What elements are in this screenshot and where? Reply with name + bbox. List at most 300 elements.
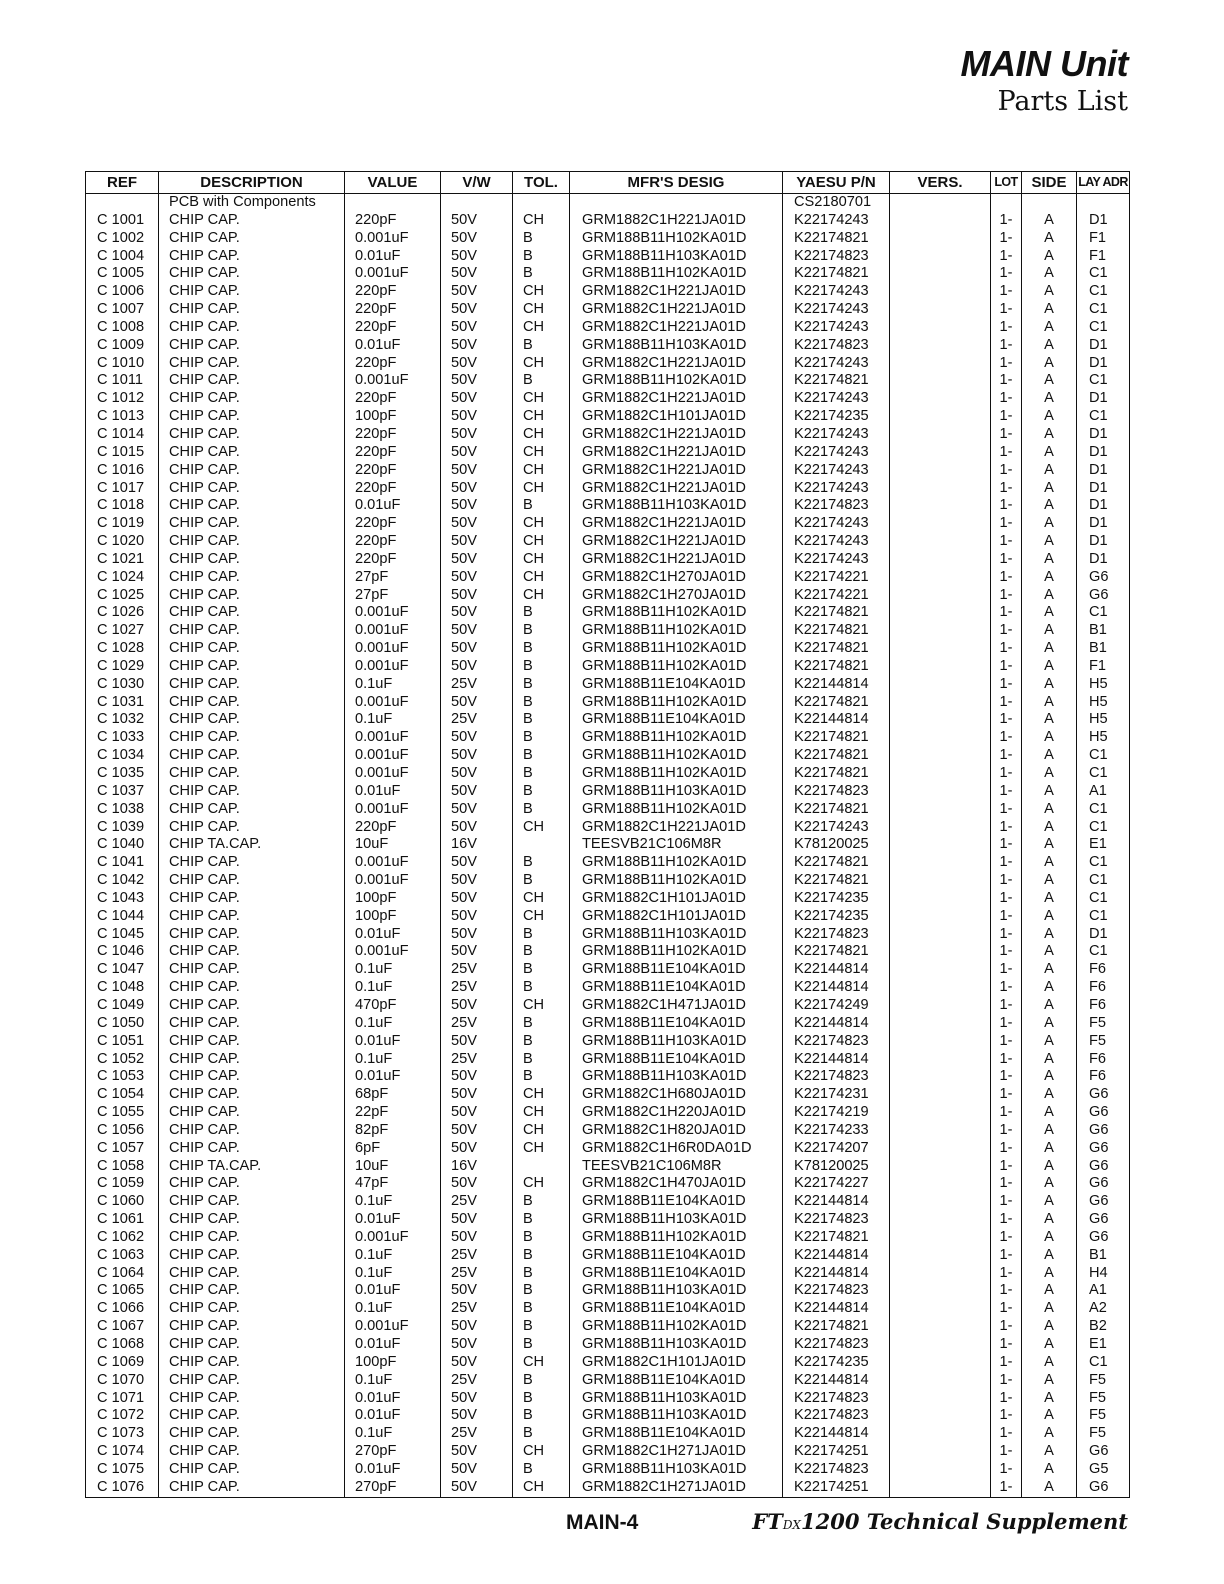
cell-lay-adr: D1: [1077, 497, 1130, 515]
cell-lot: 1-: [991, 1479, 1022, 1497]
cell-description: CHIP CAP.: [159, 747, 345, 765]
cell-ref: C 1052: [86, 1051, 159, 1069]
cell-side: A: [1022, 1282, 1077, 1300]
cell-side: A: [1022, 1443, 1077, 1461]
cell-lot: 1-: [991, 783, 1022, 801]
cell-vers: [890, 1229, 991, 1247]
cell-value: 0.1uF: [345, 1247, 441, 1265]
cell-side: A: [1022, 926, 1077, 944]
table-row: [86, 372, 1130, 390]
cell-tol: B: [513, 694, 570, 712]
cell-value: 0.1uF: [345, 1300, 441, 1318]
cell-value: 220pF: [345, 533, 441, 551]
cell-lay-adr: G6: [1077, 1086, 1130, 1104]
cell-value: 220pF: [345, 212, 441, 230]
cell-side: A: [1022, 1372, 1077, 1390]
cell-vw: 50V: [441, 943, 513, 961]
cell-side: A: [1022, 390, 1077, 408]
cell-mfr-desig: GRM188B11E104KA01D: [570, 1247, 783, 1265]
cell-vw: 25V: [441, 979, 513, 997]
cell-yaesu-pn: K22174823: [783, 1068, 890, 1086]
cell-description: CHIP CAP.: [159, 729, 345, 747]
cell-mfr-desig: GRM188B11H102KA01D: [570, 747, 783, 765]
cell-lot: 1-: [991, 926, 1022, 944]
cell-lay-adr: A1: [1077, 783, 1130, 801]
cell-value: 270pF: [345, 1479, 441, 1497]
cell-yaesu-pn: K22174823: [783, 1336, 890, 1354]
cell-lay-adr: F5: [1077, 1015, 1130, 1033]
cell-description: CHIP CAP.: [159, 355, 345, 373]
cell-ref: C 1063: [86, 1247, 159, 1265]
cell-vw: 50V: [441, 1211, 513, 1229]
cell-tol: B: [513, 872, 570, 890]
cell-side: A: [1022, 979, 1077, 997]
cell-lot: 1-: [991, 355, 1022, 373]
cell-yaesu-pn: K22174251: [783, 1479, 890, 1497]
cell-lot: 1-: [991, 390, 1022, 408]
cell-yaesu-pn: K22174243: [783, 355, 890, 373]
cell-vers: [890, 301, 991, 319]
cell-yaesu-pn: K22174821: [783, 872, 890, 890]
cell-description: CHIP CAP.: [159, 1354, 345, 1372]
cell-lay-adr: D1: [1077, 515, 1130, 533]
cell-lay-adr: C1: [1077, 801, 1130, 819]
cell-mfr-desig: GRM1882C1H221JA01D: [570, 462, 783, 480]
cell-mfr-desig: GRM188B11H102KA01D: [570, 1229, 783, 1247]
cell-yaesu-pn: K78120025: [783, 836, 890, 854]
cell-tol: B: [513, 1318, 570, 1336]
cell-lot: 1-: [991, 890, 1022, 908]
cell-ref: C 1045: [86, 926, 159, 944]
cell-tol: CH: [513, 890, 570, 908]
cell-yaesu-pn: K22174219: [783, 1104, 890, 1122]
cell-lay-adr: C1: [1077, 943, 1130, 961]
cell-tol: CH: [513, 319, 570, 337]
cell-yaesu-pn: K22174821: [783, 604, 890, 622]
cell-lot: 1-: [991, 694, 1022, 712]
cell-mfr-desig: GRM1882C1H820JA01D: [570, 1122, 783, 1140]
cell-yaesu-pn: K22174821: [783, 372, 890, 390]
cell-ref: C 1053: [86, 1068, 159, 1086]
cell-value: 10uF: [345, 1158, 441, 1176]
cell-lot: 1-: [991, 711, 1022, 729]
cell-mfr-desig: GRM1882C1H220JA01D: [570, 1104, 783, 1122]
cell-lot: 1-: [991, 1247, 1022, 1265]
cell-lot: 1-: [991, 551, 1022, 569]
cell-mfr-desig: GRM1882C1H221JA01D: [570, 533, 783, 551]
cell-ref: C 1021: [86, 551, 159, 569]
cell-vers: [890, 1140, 991, 1158]
table-row: [86, 1372, 1130, 1390]
cell-ref: C 1016: [86, 462, 159, 480]
cell-ref: C 1057: [86, 1140, 159, 1158]
cell-vers: [890, 533, 991, 551]
cell-lay-adr: G6: [1077, 1122, 1130, 1140]
cell-side: A: [1022, 961, 1077, 979]
cell-mfr-desig: GRM1882C1H221JA01D: [570, 355, 783, 373]
cell-side: A: [1022, 283, 1077, 301]
cell-yaesu-pn: CS2180701: [783, 194, 890, 212]
cell-vw: 25V: [441, 1300, 513, 1318]
cell-description: CHIP CAP.: [159, 569, 345, 587]
cell-lot: 1-: [991, 283, 1022, 301]
cell-vw: 50V: [441, 622, 513, 640]
cell-value: 6pF: [345, 1140, 441, 1158]
cell-tol: CH: [513, 444, 570, 462]
cell-tol: CH: [513, 1354, 570, 1372]
cell-mfr-desig: GRM1882C1H270JA01D: [570, 569, 783, 587]
cell-value: 0.001uF: [345, 622, 441, 640]
cell-tol: CH: [513, 1443, 570, 1461]
cell-value: 270pF: [345, 1443, 441, 1461]
cell-mfr-desig: GRM1882C1H221JA01D: [570, 283, 783, 301]
table-row: [86, 1318, 1130, 1336]
cell-vw: 50V: [441, 462, 513, 480]
cell-ref: C 1007: [86, 301, 159, 319]
cell-mfr-desig: GRM188B11E104KA01D: [570, 1372, 783, 1390]
cell-value: 0.1uF: [345, 961, 441, 979]
cell-side: A: [1022, 640, 1077, 658]
cell-side: A: [1022, 1425, 1077, 1443]
cell-tol: B: [513, 1372, 570, 1390]
cell-value: 0.01uF: [345, 1211, 441, 1229]
cell-yaesu-pn: K22174821: [783, 729, 890, 747]
cell-ref: C 1004: [86, 248, 159, 266]
column-header-yaesu-pn: YAESU P/N: [783, 172, 890, 194]
cell-mfr-desig: GRM188B11H102KA01D: [570, 372, 783, 390]
cell-side: A: [1022, 1104, 1077, 1122]
table-row: [86, 729, 1130, 747]
cell-value: 220pF: [345, 819, 441, 837]
cell-mfr-desig: GRM188B11H103KA01D: [570, 1211, 783, 1229]
cell-lot: 1-: [991, 1140, 1022, 1158]
cell-vw: 50V: [441, 283, 513, 301]
cell-lot: 1-: [991, 1104, 1022, 1122]
table-row: [86, 1068, 1130, 1086]
cell-ref: C 1027: [86, 622, 159, 640]
cell-side: A: [1022, 747, 1077, 765]
cell-tol: CH: [513, 301, 570, 319]
cell-lay-adr: C1: [1077, 890, 1130, 908]
cell-yaesu-pn: K22174251: [783, 1443, 890, 1461]
table-row: [86, 765, 1130, 783]
table-row: [86, 1140, 1130, 1158]
cell-value: 0.001uF: [345, 747, 441, 765]
cell-description: CHIP CAP.: [159, 943, 345, 961]
table-row: [86, 943, 1130, 961]
cell-vw: 50V: [441, 1461, 513, 1479]
cell-vw: 50V: [441, 319, 513, 337]
cell-vers: [890, 747, 991, 765]
table-row: [86, 1354, 1130, 1372]
page-title: MAIN Unit: [960, 43, 1128, 84]
cell-tol: CH: [513, 1175, 570, 1193]
cell-ref: C 1034: [86, 747, 159, 765]
cell-tol: CH: [513, 283, 570, 301]
cell-description: CHIP CAP.: [159, 462, 345, 480]
cell-side: A: [1022, 533, 1077, 551]
cell-vers: [890, 569, 991, 587]
cell-ref: C 1014: [86, 426, 159, 444]
cell-vers: [890, 890, 991, 908]
cell-mfr-desig: GRM1882C1H221JA01D: [570, 319, 783, 337]
cell-vers: [890, 587, 991, 605]
cell-lot: 1-: [991, 1051, 1022, 1069]
cell-side: A: [1022, 515, 1077, 533]
cell-tol: B: [513, 801, 570, 819]
cell-vers: [890, 497, 991, 515]
cell-lay-adr: G6: [1077, 1443, 1130, 1461]
cell-vw: 25V: [441, 676, 513, 694]
cell-lot: 1-: [991, 1158, 1022, 1176]
cell-mfr-desig: GRM188B11H102KA01D: [570, 943, 783, 961]
cell-lot: 1-: [991, 1086, 1022, 1104]
cell-description: CHIP CAP.: [159, 1318, 345, 1336]
cell-vers: [890, 640, 991, 658]
table-row: [86, 230, 1130, 248]
cell-vers: [890, 390, 991, 408]
cell-description: CHIP CAP.: [159, 640, 345, 658]
cell-side: A: [1022, 694, 1077, 712]
cell-mfr-desig: GRM1882C1H470JA01D: [570, 1175, 783, 1193]
table-row: [86, 337, 1130, 355]
column-header-vw: V/W: [441, 172, 513, 194]
cell-ref: C 1056: [86, 1122, 159, 1140]
cell-mfr-desig: TEESVB21C106M8R: [570, 1158, 783, 1176]
cell-vw: 50V: [441, 1479, 513, 1497]
cell-mfr-desig: GRM188B11E104KA01D: [570, 1265, 783, 1283]
cell-tol: CH: [513, 819, 570, 837]
cell-value: 0.01uF: [345, 1068, 441, 1086]
cell-ref: C 1048: [86, 979, 159, 997]
cell-vers: [890, 765, 991, 783]
table-row: [86, 1122, 1130, 1140]
cell-ref: C 1025: [86, 587, 159, 605]
cell-ref: C 1067: [86, 1318, 159, 1336]
cell-vers: [890, 1193, 991, 1211]
table-row: [86, 301, 1130, 319]
cell-yaesu-pn: K22174231: [783, 1086, 890, 1104]
cell-side: A: [1022, 1068, 1077, 1086]
cell-ref: C 1018: [86, 497, 159, 515]
cell-lot: 1-: [991, 1068, 1022, 1086]
cell-yaesu-pn: K22174821: [783, 1229, 890, 1247]
cell-side: A: [1022, 1211, 1077, 1229]
cell-vers: [890, 622, 991, 640]
table-row: [86, 533, 1130, 551]
table-row: [86, 462, 1130, 480]
cell-tol: CH: [513, 480, 570, 498]
cell-ref: C 1072: [86, 1407, 159, 1425]
cell-lay-adr: G6: [1077, 1193, 1130, 1211]
cell-description: CHIP CAP.: [159, 1122, 345, 1140]
cell-description: CHIP CAP.: [159, 819, 345, 837]
cell-yaesu-pn: K22144814: [783, 1193, 890, 1211]
cell-lay-adr: C1: [1077, 372, 1130, 390]
cell-vers: [890, 1015, 991, 1033]
cell-description: CHIP CAP.: [159, 319, 345, 337]
table-row: [86, 658, 1130, 676]
cell-ref: C 1037: [86, 783, 159, 801]
cell-yaesu-pn: K22174243: [783, 390, 890, 408]
cell-ref: C 1058: [86, 1158, 159, 1176]
cell-vw: 25V: [441, 711, 513, 729]
cell-lot: 1-: [991, 658, 1022, 676]
table-row: [86, 355, 1130, 373]
cell-tol: CH: [513, 551, 570, 569]
cell-value: 0.001uF: [345, 604, 441, 622]
cell-ref: C 1012: [86, 390, 159, 408]
cell-lay-adr: F1: [1077, 658, 1130, 676]
cell-lay-adr: B2: [1077, 1318, 1130, 1336]
cell-lot: 1-: [991, 1122, 1022, 1140]
table-row: [86, 194, 1130, 212]
cell-side: A: [1022, 1461, 1077, 1479]
table-row: [86, 1443, 1130, 1461]
cell-vw: 25V: [441, 1193, 513, 1211]
cell-value: 0.01uF: [345, 1461, 441, 1479]
cell-mfr-desig: GRM1882C1H221JA01D: [570, 390, 783, 408]
cell-ref: C 1060: [86, 1193, 159, 1211]
cell-lay-adr: F5: [1077, 1425, 1130, 1443]
cell-tol: B: [513, 497, 570, 515]
cell-vw: 50V: [441, 372, 513, 390]
cell-vers: [890, 658, 991, 676]
cell-ref: C 1039: [86, 819, 159, 837]
cell-vw: 50V: [441, 587, 513, 605]
cell-value: 0.001uF: [345, 854, 441, 872]
cell-mfr-desig: GRM188B11H103KA01D: [570, 783, 783, 801]
cell-vw: 50V: [441, 765, 513, 783]
cell-description: CHIP CAP.: [159, 444, 345, 462]
cell-vers: [890, 248, 991, 266]
cell-lot: 1-: [991, 979, 1022, 997]
cell-yaesu-pn: K22174823: [783, 248, 890, 266]
cell-vers: [890, 872, 991, 890]
cell-description: CHIP CAP.: [159, 587, 345, 605]
cell-vw: 50V: [441, 444, 513, 462]
cell-vers: [890, 1300, 991, 1318]
cell-vers: [890, 926, 991, 944]
cell-vw: 50V: [441, 1336, 513, 1354]
cell-description: CHIP CAP.: [159, 1086, 345, 1104]
cell-mfr-desig: GRM188B11H103KA01D: [570, 1390, 783, 1408]
cell-description: CHIP CAP.: [159, 1282, 345, 1300]
cell-vw: 25V: [441, 1265, 513, 1283]
cell-lot: 1-: [991, 301, 1022, 319]
cell-mfr-desig: GRM1882C1H101JA01D: [570, 408, 783, 426]
cell-vw: 50V: [441, 1443, 513, 1461]
cell-yaesu-pn: K22174249: [783, 997, 890, 1015]
cell-value: 100pF: [345, 408, 441, 426]
table-row: [86, 587, 1130, 605]
cell-yaesu-pn: K22174235: [783, 1354, 890, 1372]
cell-mfr-desig: GRM188B11H102KA01D: [570, 265, 783, 283]
cell-vers: [890, 1033, 991, 1051]
cell-tol: CH: [513, 1104, 570, 1122]
cell-value: 0.001uF: [345, 765, 441, 783]
cell-vers: [890, 1104, 991, 1122]
column-header-lot: LOT: [991, 172, 1022, 194]
cell-tol: CH: [513, 390, 570, 408]
cell-lot: 1-: [991, 1354, 1022, 1372]
cell-vw: 50V: [441, 747, 513, 765]
cell-side: A: [1022, 801, 1077, 819]
cell-vw: 50V: [441, 926, 513, 944]
cell-tol: B: [513, 622, 570, 640]
cell-value: 220pF: [345, 355, 441, 373]
cell-tol: B: [513, 1193, 570, 1211]
cell-description: CHIP CAP.: [159, 1175, 345, 1193]
cell-value: 0.1uF: [345, 1051, 441, 1069]
cell-ref: C 1073: [86, 1425, 159, 1443]
cell-ref: C 1068: [86, 1336, 159, 1354]
cell-value: 0.01uF: [345, 248, 441, 266]
table-row: [86, 1158, 1130, 1176]
cell-yaesu-pn: K22174235: [783, 908, 890, 926]
cell-mfr-desig: GRM188B11E104KA01D: [570, 1015, 783, 1033]
page-subtitle: Parts List: [997, 86, 1128, 117]
cell-yaesu-pn: K22174821: [783, 622, 890, 640]
cell-tol: B: [513, 747, 570, 765]
cell-value: 0.01uF: [345, 1282, 441, 1300]
table-row: [86, 1175, 1130, 1193]
document-title: [752, 1509, 1128, 1534]
cell-description: CHIP CAP.: [159, 1229, 345, 1247]
table-row: [86, 1282, 1130, 1300]
cell-mfr-desig: GRM1882C1H221JA01D: [570, 480, 783, 498]
cell-yaesu-pn: K22174821: [783, 943, 890, 961]
cell-side: A: [1022, 1193, 1077, 1211]
cell-yaesu-pn: K22174823: [783, 1407, 890, 1425]
cell-yaesu-pn: K22174235: [783, 408, 890, 426]
table-row: [86, 908, 1130, 926]
cell-description: CHIP CAP.: [159, 1265, 345, 1283]
cell-value: 0.001uF: [345, 640, 441, 658]
cell-ref: C 1032: [86, 711, 159, 729]
cell-yaesu-pn: K22174243: [783, 819, 890, 837]
cell-yaesu-pn: K22144814: [783, 676, 890, 694]
cell-description: CHIP CAP.: [159, 1211, 345, 1229]
cell-vw: 50V: [441, 1318, 513, 1336]
cell-yaesu-pn: K22174823: [783, 1033, 890, 1051]
cell-value: 0.01uF: [345, 1336, 441, 1354]
cell-yaesu-pn: K22174823: [783, 1461, 890, 1479]
cell-lot: 1-: [991, 587, 1022, 605]
cell-value: 0.01uF: [345, 1407, 441, 1425]
cell-ref: C 1038: [86, 801, 159, 819]
cell-lay-adr: G6: [1077, 1229, 1130, 1247]
cell-lay-adr: G6: [1077, 1104, 1130, 1122]
cell-side: A: [1022, 569, 1077, 587]
table-row: [86, 961, 1130, 979]
cell-description: CHIP CAP.: [159, 533, 345, 551]
cell-value: 0.001uF: [345, 372, 441, 390]
cell-lay-adr: D1: [1077, 337, 1130, 355]
cell-value: 0.001uF: [345, 729, 441, 747]
table-row: [86, 676, 1130, 694]
cell-ref: C 1042: [86, 872, 159, 890]
cell-side: A: [1022, 212, 1077, 230]
cell-yaesu-pn: K22174823: [783, 1211, 890, 1229]
cell-ref: C 1024: [86, 569, 159, 587]
cell-tol: CH: [513, 1479, 570, 1497]
cell-description: CHIP CAP.: [159, 1068, 345, 1086]
cell-side: A: [1022, 819, 1077, 837]
cell-lot: 1-: [991, 1265, 1022, 1283]
cell-tol: CH: [513, 997, 570, 1015]
cell-value: 0.1uF: [345, 676, 441, 694]
